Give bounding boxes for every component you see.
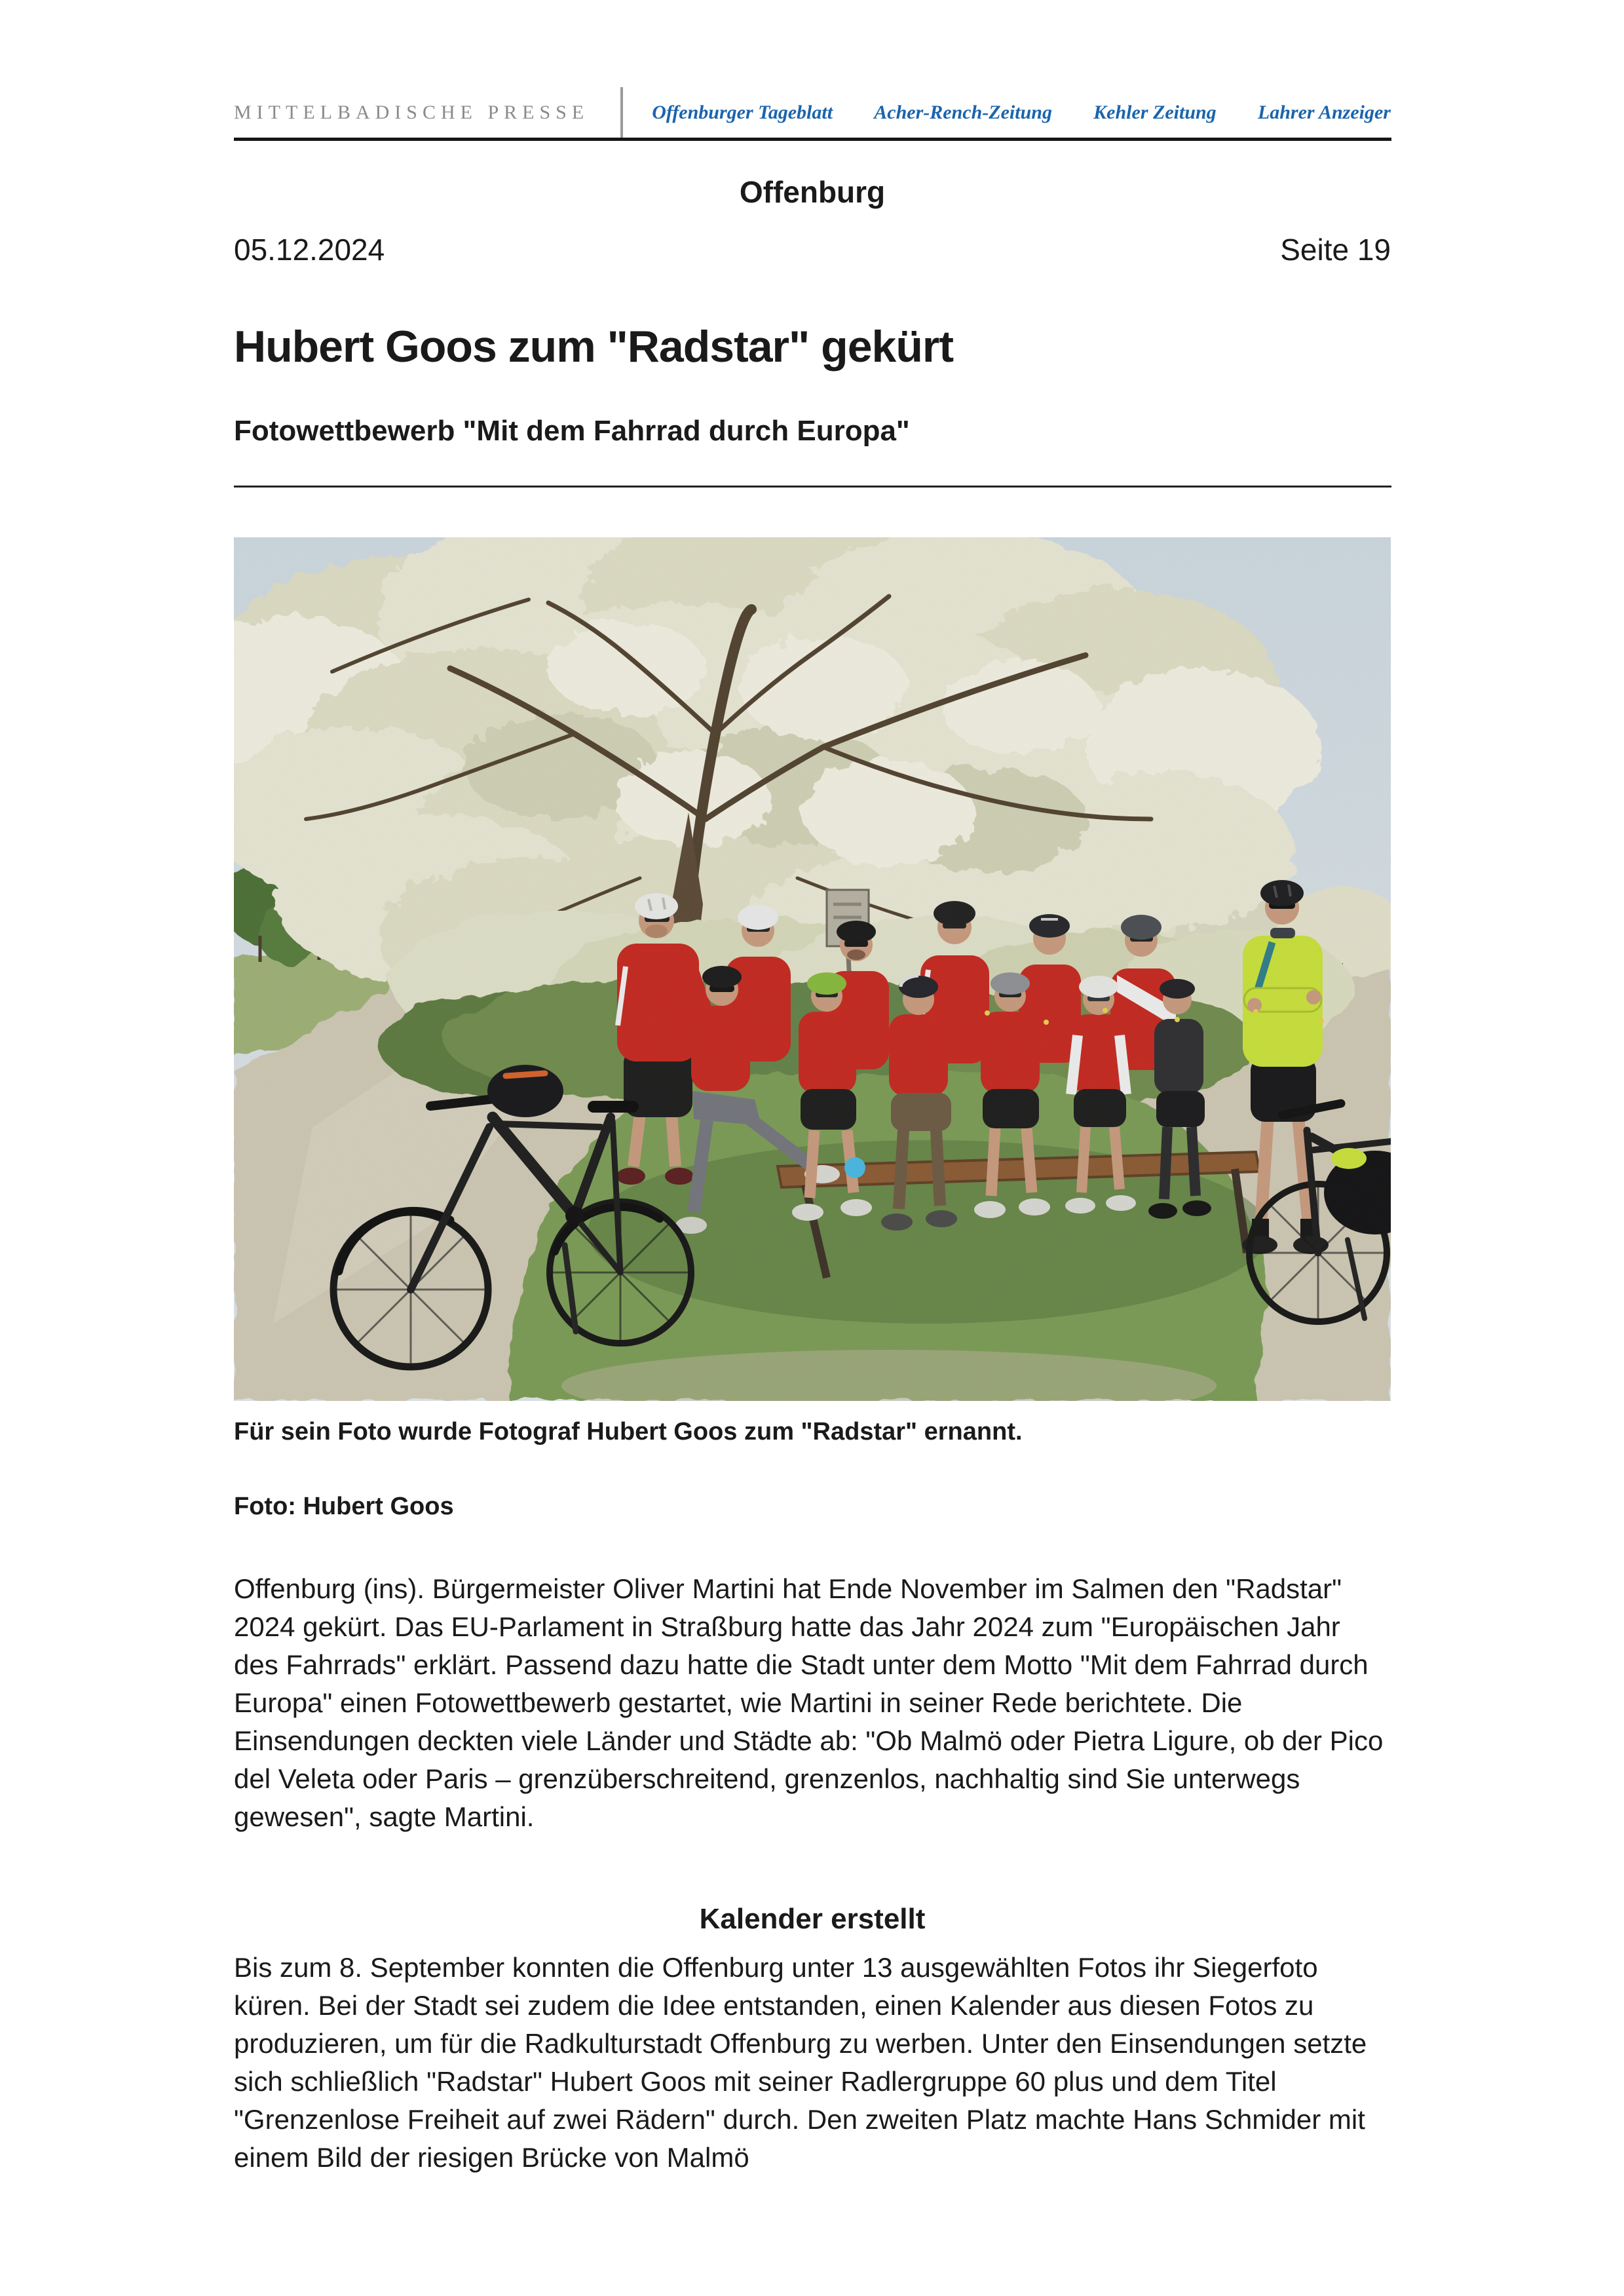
dateline-row	[234, 232, 1391, 267]
paper-link-offenburger-tageblatt[interactable]: Offenburger Tageblatt	[652, 102, 833, 123]
body-paragraph-2: Bis zum 8. September konnten die Offenburg unter 13 ausgewählten Fotos ihr Siegerfoto küren. Bei der Stadt sei zudem die Idee entstanden, einen Kalender aus diesen Fotos zu produzieren, um für die Radkulturstadt Offenburg zu werben. Unter den Einsendungen setzte sich schließlich "Radstar" Hubert Goos mit seiner Radlergruppe 60 plus und dem Titel "Grenzenlose Freiheit auf zwei Rädern" durch. Den zweiten Platz machte Hans Schmider mit einem Bild der riesigen Brücke von Malmö	[234, 1952, 1367, 2173]
masthead-papers	[652, 102, 1391, 124]
page-number: Seite 19	[1280, 233, 1391, 267]
masthead-rule	[234, 138, 1391, 141]
paper-link-acher-rench-zeitung[interactable]: Acher-Rench-Zeitung	[874, 102, 1052, 123]
paper-link-kehler-zeitung[interactable]: Kehler Zeitung	[1093, 102, 1217, 123]
paper-link-lahrer-anzeiger[interactable]: Lahrer Anzeiger	[1257, 102, 1391, 123]
masthead-divider	[620, 87, 623, 138]
photo-caption: Für sein Foto wurde Fotograf Hubert Goos zum "Radstar" ernannt.	[234, 1418, 1023, 1445]
photo-credit: Foto: Hubert Goos	[234, 1493, 454, 1520]
article-photo	[234, 537, 1391, 1401]
subheadline: Fotowettbewerb "Mit dem Fahrrad durch Europa"	[234, 414, 910, 447]
section-title: Offenburg	[739, 175, 886, 209]
masthead	[234, 85, 1391, 140]
headline-rule	[234, 486, 1391, 488]
photo-illustration	[234, 537, 1391, 1401]
photo-grain	[234, 537, 1391, 1401]
article-date: 05.12.2024	[234, 233, 385, 267]
body-paragraph-1: Offenburg (ins). Bürgermeister Oliver Martini hat Ende November im Salmen den "Radstar" 2024 gekürt. Das EU-Parlament in Straßburg hatte das Jahr 2024 zum "Europäischen Jahr des Fahrrads" erklärt. Passend dazu hatte die Stadt unter dem Motto "Mit dem Fahrrad durch Europa" einen Fotowettbewerb gestartet, wie Martini in seiner Rede berichtete. Die Einsendungen deckten viele Länder und Städte ab: "Ob Malmö oder Pietra Ligure, ob der Pico del Veleta oder Paris – grenzüberschreitend, grenzenlos, nachhaltig sind Sie unterwegs gewesen", sagte Martini.	[234, 1573, 1384, 1832]
headline: Hubert Goos zum "Radstar" gekürt	[234, 321, 953, 372]
masthead-brand: MITTELBADISCHE PRESSE	[234, 102, 590, 123]
crosshead: Kalender erstellt	[699, 1903, 926, 1935]
